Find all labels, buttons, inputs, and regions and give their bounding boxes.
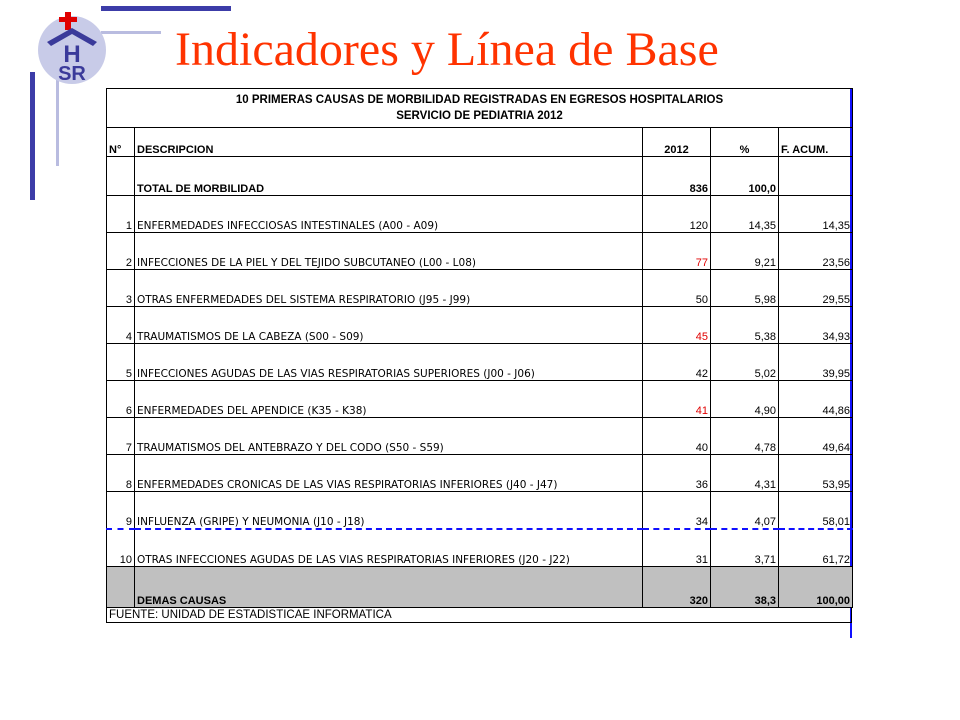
row-value: 45 bbox=[643, 307, 711, 344]
row-value: 120 bbox=[643, 196, 711, 233]
total-pct: 100,0 bbox=[711, 157, 779, 196]
left-accent-bar bbox=[30, 72, 35, 200]
row-pct: 5,98 bbox=[711, 270, 779, 307]
header-facum: F. ACUM. bbox=[779, 128, 853, 157]
row-value: 77 bbox=[643, 233, 711, 270]
row-acum: 34,93 bbox=[779, 307, 853, 344]
row-value: 36 bbox=[643, 455, 711, 492]
row-pct: 5,38 bbox=[711, 307, 779, 344]
slide-title: Indicadores y Línea de Base bbox=[175, 23, 719, 76]
row-n: 4 bbox=[107, 307, 135, 344]
demas-label: DEMAS CAUSAS bbox=[135, 567, 643, 608]
row-n: 1 bbox=[107, 196, 135, 233]
header-year: 2012 bbox=[643, 128, 711, 157]
table-title-line2: SERVICIO DE PEDIATRIA 2012 bbox=[396, 110, 563, 122]
header-descripcion: DESCRIPCION bbox=[135, 128, 643, 157]
table-row bbox=[107, 270, 853, 307]
row-value: 31 bbox=[643, 529, 711, 567]
column-header-row bbox=[107, 128, 853, 157]
row-desc: INFECCIONES AGUDAS DE LAS VIAS RESPIRATORIAS SUPERIORES (J00 - J06) bbox=[135, 344, 643, 381]
row-acum: 39,95 bbox=[779, 344, 853, 381]
row-desc: INFLUENZA (GRIPE) Y NEUMONIA (J10 - J18) bbox=[135, 492, 643, 530]
source-note: FUENTE: UNIDAD DE ESTADISTICAE INFORMATICA bbox=[106, 608, 852, 623]
row-n: 6 bbox=[107, 381, 135, 418]
row-desc: TRAUMATISMOS DEL ANTEBRAZO Y DEL CODO (S50 - S59) bbox=[135, 418, 643, 455]
row-value: 42 bbox=[643, 344, 711, 381]
row-acum: 49,64 bbox=[779, 418, 853, 455]
hospital-logo bbox=[33, 8, 111, 86]
demas-acum: 100,00 bbox=[779, 567, 853, 608]
table-row bbox=[107, 344, 853, 381]
row-pct: 14,35 bbox=[711, 196, 779, 233]
row-n: 5 bbox=[107, 344, 135, 381]
demas-value: 320 bbox=[643, 567, 711, 608]
demas-pct: 38,3 bbox=[711, 567, 779, 608]
top-accent-bar bbox=[101, 6, 231, 11]
svg-text:H: H bbox=[63, 41, 81, 68]
table-title-row bbox=[107, 89, 853, 128]
row-value: 40 bbox=[643, 418, 711, 455]
row-acum: 44,86 bbox=[779, 381, 853, 418]
table-row bbox=[107, 307, 853, 344]
row-pct: 4,90 bbox=[711, 381, 779, 418]
table-row bbox=[107, 529, 853, 567]
left-light-bar bbox=[56, 80, 59, 166]
row-acum: 58,01 bbox=[779, 492, 853, 530]
row-value: 41 bbox=[643, 381, 711, 418]
header-n: N° bbox=[107, 128, 135, 157]
row-desc: OTRAS INFECCIONES AGUDAS DE LAS VIAS RESPIRATORIAS INFERIORES (J20 - J22) bbox=[135, 529, 643, 567]
row-n: 10 bbox=[107, 529, 135, 567]
row-desc: ENFERMEDADES CRONICAS DE LAS VIAS RESPIRATORIAS INFERIORES (J40 - J47) bbox=[135, 455, 643, 492]
demas-row bbox=[107, 567, 853, 608]
header-pct: % bbox=[711, 128, 779, 157]
row-acum: 53,95 bbox=[779, 455, 853, 492]
table-row bbox=[107, 233, 853, 270]
row-desc: ENFERMEDADES DEL APENDICE (K35 - K38) bbox=[135, 381, 643, 418]
row-desc: TRAUMATISMOS DE LA CABEZA (S00 - S09) bbox=[135, 307, 643, 344]
table-row bbox=[107, 418, 853, 455]
row-acum: 23,56 bbox=[779, 233, 853, 270]
row-desc: INFECCIONES DE LA PIEL Y DEL TEJIDO SUBCUTANEO (L00 - L08) bbox=[135, 233, 643, 270]
svg-text:SR: SR bbox=[58, 63, 86, 85]
row-pct: 5,02 bbox=[711, 344, 779, 381]
row-value: 50 bbox=[643, 270, 711, 307]
row-n: 3 bbox=[107, 270, 135, 307]
row-acum: 14,35 bbox=[779, 196, 853, 233]
row-pct: 4,78 bbox=[711, 418, 779, 455]
total-row bbox=[107, 157, 853, 196]
morbidity-table bbox=[106, 88, 852, 623]
row-desc: OTRAS ENFERMEDADES DEL SISTEMA RESPIRATORIO (J95 - J99) bbox=[135, 270, 643, 307]
row-pct: 9,21 bbox=[711, 233, 779, 270]
table-row bbox=[107, 196, 853, 233]
row-n: 2 bbox=[107, 233, 135, 270]
row-n: 7 bbox=[107, 418, 135, 455]
row-n: 9 bbox=[107, 492, 135, 530]
row-pct: 4,31 bbox=[711, 455, 779, 492]
table-row bbox=[107, 492, 853, 530]
total-label: TOTAL DE MORBILIDAD bbox=[135, 157, 643, 196]
row-value: 34 bbox=[643, 492, 711, 530]
total-value: 836 bbox=[643, 157, 711, 196]
table-title-line1: 10 PRIMERAS CAUSAS DE MORBILIDAD REGISTRADAS EN EGRESOS HOSPITALARIOS bbox=[235, 94, 724, 106]
row-pct: 3,71 bbox=[711, 529, 779, 567]
table-row bbox=[107, 455, 853, 492]
row-acum: 29,55 bbox=[779, 270, 853, 307]
row-acum: 61,72 bbox=[779, 529, 853, 567]
row-n: 8 bbox=[107, 455, 135, 492]
row-pct: 4,07 bbox=[711, 492, 779, 530]
row-desc: ENFERMEDADES INFECCIOSAS INTESTINALES (A00 - A09) bbox=[135, 196, 643, 233]
table-row bbox=[107, 381, 853, 418]
